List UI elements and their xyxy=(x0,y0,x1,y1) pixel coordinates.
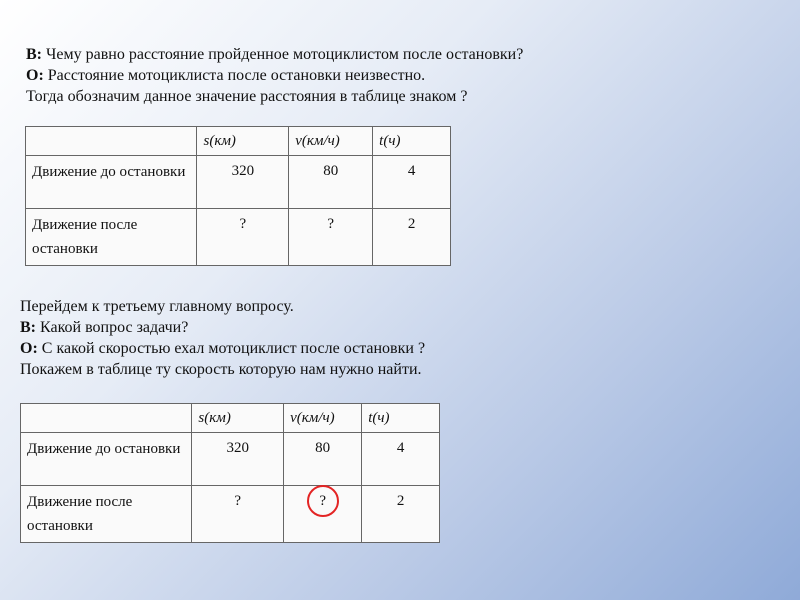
cell-speed-before: 80 xyxy=(284,433,362,486)
header-speed: v(км/ч) xyxy=(289,127,373,156)
intro-line: Перейдем к третьему главному вопросу. xyxy=(20,298,294,315)
answer-line xyxy=(26,65,523,86)
cell-speed-before: 80 xyxy=(289,156,373,209)
answer-prefix: О: xyxy=(26,67,44,84)
question-text: Чему равно расстояние пройденное мотоциклистом после остановки? xyxy=(42,46,524,63)
table-row xyxy=(21,486,440,543)
header-empty-cell xyxy=(21,404,192,433)
header-empty-cell xyxy=(26,127,197,156)
header-time: t(ч) xyxy=(362,404,440,433)
cell-distance-after: ? xyxy=(197,209,289,266)
cell-distance-before: 320 xyxy=(192,433,284,486)
row-label-after-stop: Движение после остановки xyxy=(26,209,197,266)
header-speed: v(км/ч) xyxy=(284,404,362,433)
row-label-before-stop: Движение до остановки xyxy=(21,433,192,486)
row-label-before-stop: Движение до остановки xyxy=(26,156,197,209)
cell-speed-after-highlighted xyxy=(284,486,362,543)
table-row xyxy=(26,156,451,209)
unknown-speed-value: ? xyxy=(319,493,326,509)
cell-time-after: 2 xyxy=(362,486,440,543)
cell-speed-after: ? xyxy=(289,209,373,266)
answer-prefix: О: xyxy=(20,340,38,357)
answer-text: Расстояние мотоциклиста после остановки неизвестно. xyxy=(43,67,426,84)
question-block-1 xyxy=(26,44,523,107)
explanation-line: Покажем в таблице ту скорость которую нам нужно найти. xyxy=(20,361,422,378)
question-line xyxy=(26,44,523,65)
table-header-row xyxy=(21,404,440,433)
motion-table-1 xyxy=(25,126,451,266)
cell-distance-before: 320 xyxy=(197,156,289,209)
red-circle-highlight xyxy=(307,485,339,517)
table-row xyxy=(26,209,451,266)
header-distance: s(км) xyxy=(192,404,284,433)
highlighted-unknown xyxy=(319,490,326,512)
table-header-row xyxy=(26,127,451,156)
answer-text: С какой скоростью ехал мотоциклист после остановки ? xyxy=(37,340,426,357)
cell-time-after: 2 xyxy=(373,209,451,266)
motion-table-2 xyxy=(20,403,440,543)
header-time: t(ч) xyxy=(373,127,451,156)
question-line xyxy=(20,317,425,338)
question-text: Какой вопрос задачи? xyxy=(36,319,189,336)
cell-time-before: 4 xyxy=(362,433,440,486)
explanation-line: Тогда обозначим данное значение расстояния в таблице знаком ? xyxy=(26,88,468,105)
cell-time-before: 4 xyxy=(373,156,451,209)
header-distance: s(км) xyxy=(197,127,289,156)
cell-distance-after: ? xyxy=(192,486,284,543)
question-prefix: В: xyxy=(26,46,42,63)
table-row xyxy=(21,433,440,486)
row-label-after-stop: Движение после остановки xyxy=(21,486,192,543)
question-block-2 xyxy=(20,296,425,380)
answer-line xyxy=(20,338,425,359)
question-prefix: В: xyxy=(20,319,36,336)
